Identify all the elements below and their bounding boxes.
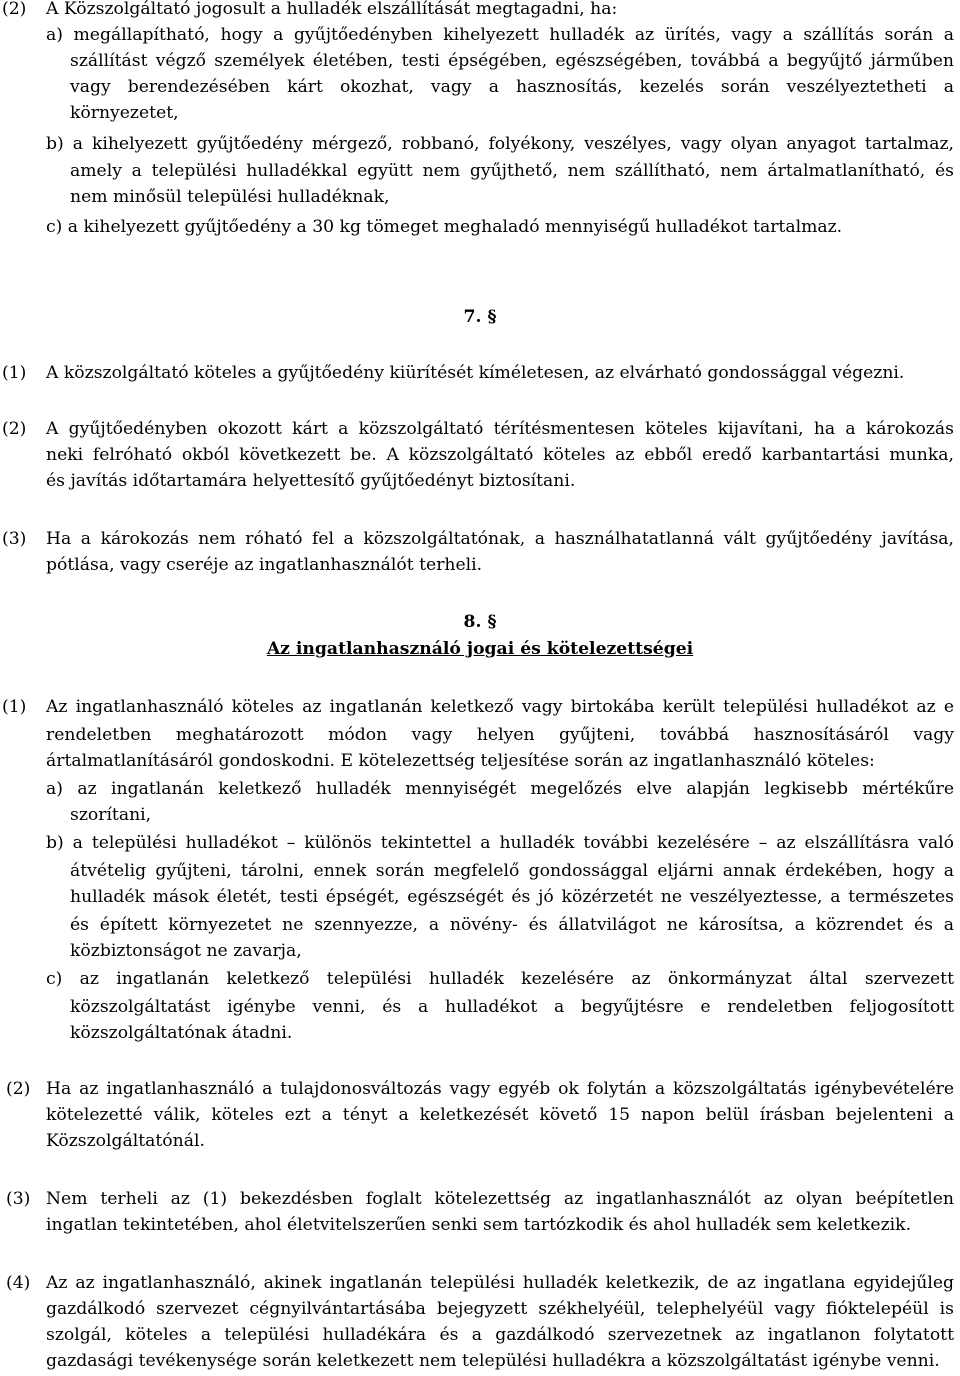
list-item-a-line: vagy berendezésében kárt okozhat, vagy a hasznosítás, kezelés során veszélyeztetheti a (70, 77, 954, 97)
paragraph-line: szolgál, köteles a települési hulladékára és a gazdálkodó szervezetnek az ingatlanon folytatott (46, 1325, 954, 1345)
list-item-b-line: nem minősül települési hulladéknak, (70, 187, 390, 207)
paragraph-line: rendeletben meghatározott módon vagy helyen gyűjteni, továbbá hasznosításáról vagy (46, 725, 954, 745)
paragraph-line: pótlása, vagy cseréje az ingatlanhasználót terheli. (46, 555, 483, 575)
paragraph-line: A közszolgáltató köteles a gyűjtőedény kiürítését kíméletesen, az elvárható gondossággal végezni. (46, 363, 905, 383)
list-item-b-line: amely a települési hulladékkal együtt nem gyűjthető, nem szállítható, nem ártalmatlanítható, és (70, 161, 954, 181)
list-item-a-line: környezetet, (70, 103, 179, 123)
paragraph-line: gazdasági tevékenysége során keletkezett nem települési hulladékra a közszolgáltatást igénybe venni. (46, 1351, 940, 1371)
paragraph-line: A gyűjtőedényben okozott kárt a közszolgáltató térítésmentesen köteles kijavítani, ha a károkozás (46, 419, 954, 439)
paragraph-line: ingatlan tekintetében, ahol életvitelszerűen senki sem tartózkodik és ahol hulladék sem keletkezik. (46, 1215, 912, 1235)
list-item-b-line: b) a települési hulladékot – különös tekintettel a hulladék további kezelésére – az elszállításra való (46, 833, 954, 853)
paragraph-number: (3) (2, 529, 27, 549)
list-item-b-line: és épített környezetet ne szennyezze, a növény- és állatvilágot ne károsítsa, a közrendet és a (70, 915, 954, 935)
section-heading-8: 8. § (463, 612, 497, 632)
paragraph-line: Közszolgáltatónál. (46, 1131, 205, 1151)
paragraph-number: (2) (2, 0, 27, 19)
paragraph-number: (2) (2, 419, 27, 439)
list-item-b-line: közbiztonságot ne zavarja, (70, 941, 302, 961)
list-item-a-line: a) az ingatlanán keletkező hulladék mennyiségét megelőzés elve alapján legkisebb mértékűre (46, 779, 954, 799)
list-item-a-line: szállítást végző személyek életében, testi épségében, egészségében, továbbá a begyűjtő járműben (70, 51, 954, 71)
paragraph-number: (3) (6, 1189, 31, 1209)
list-item-b-line: b) a kihelyezett gyűjtőedény mérgező, robbanó, folyékony, veszélyes, vagy olyan anyagot tartalmaz, (46, 134, 954, 154)
paragraph-line: neki felróható okból következett be. A közszolgáltató köteles az ebből eredő karbantartási munka, (46, 445, 954, 465)
paragraph-line: Az az ingatlanhasználó, akinek ingatlanán települési hulladék keletkezik, de az ingatlana egyidejűleg (46, 1273, 954, 1293)
paragraph-line: kötelezetté válik, köteles ezt a tényt a keletkezését követő 15 napon belül írásban bejelenteni a (46, 1105, 954, 1125)
section-title: Az ingatlanhasználó jogai és kötelezettségei (266, 639, 694, 659)
paragraph-line: Ha az ingatlanhasználó a tulajdonosváltozás vagy egyéb ok folytán a közszolgáltatás igénybevételére (46, 1079, 954, 1099)
list-item-b-line: átvételig gyűjteni, tárolni, ennek során megfelelő gondossággal eljárni annak érdekében, hogy a (70, 861, 954, 881)
paragraph-line: gazdálkodó szervezet cégnyilvántartásába bejegyzett székhelyéül, telephelyéül vagy fióktelepéül is (46, 1299, 954, 1319)
paragraph-number: (1) (2, 363, 27, 383)
paragraph-line: és javítás időtartamára helyettesítő gyűjtőedényt biztosítani. (46, 471, 576, 491)
paragraph-intro: A Közszolgáltató jogosult a hulladék elszállítását megtagadni, ha: (46, 0, 618, 19)
list-item-c-line: közszolgáltatónak átadni. (70, 1023, 293, 1043)
paragraph-line: Az ingatlanhasználó köteles az ingatlanán keletkező vagy birtokába került települési hulladékot az e (46, 697, 954, 717)
paragraph-line: ártalmatlanításáról gondoskodni. E kötelezettség teljesítése során az ingatlanhasználó köteles: (46, 751, 875, 771)
list-item-c-line: c) a kihelyezett gyűjtőedény a 30 kg tömeget meghaladó mennyiségű hulladékot tartalmaz. (46, 217, 843, 237)
list-item-c-line: c) az ingatlanán keletkező települési hulladék kezelésére az önkormányzat által szervezett (46, 969, 954, 989)
list-item-a-line: a) megállapítható, hogy a gyűjtőedényben kihelyezett hulladék az ürítés, vagy a szállítás során a (46, 25, 954, 45)
paragraph-number: (1) (2, 697, 27, 717)
paragraph-number: (2) (6, 1079, 31, 1099)
list-item-c-line: közszolgáltatást igénybe venni, és a hulladékot a begyűjtésre e rendeletben feljogosított (70, 997, 954, 1017)
section-heading-7: 7. § (463, 307, 497, 327)
paragraph-number: (4) (6, 1273, 31, 1293)
list-item-b-line: hulladék mások életét, testi épségét, egészségét és jó közérzetét ne veszélyeztesse, a természetes (70, 887, 954, 907)
section-title-wrap (0, 636, 960, 662)
paragraph-line: Nem terheli az (1) bekezdésben foglalt kötelezettség az ingatlanhasználót az olyan beépítetlen (46, 1189, 954, 1209)
list-item-a-line: szorítani, (70, 805, 152, 825)
paragraph-line: Ha a károkozás nem róható fel a közszolgáltatónak, a használhatatlanná vált gyűjtőedény javítása, (46, 529, 954, 549)
